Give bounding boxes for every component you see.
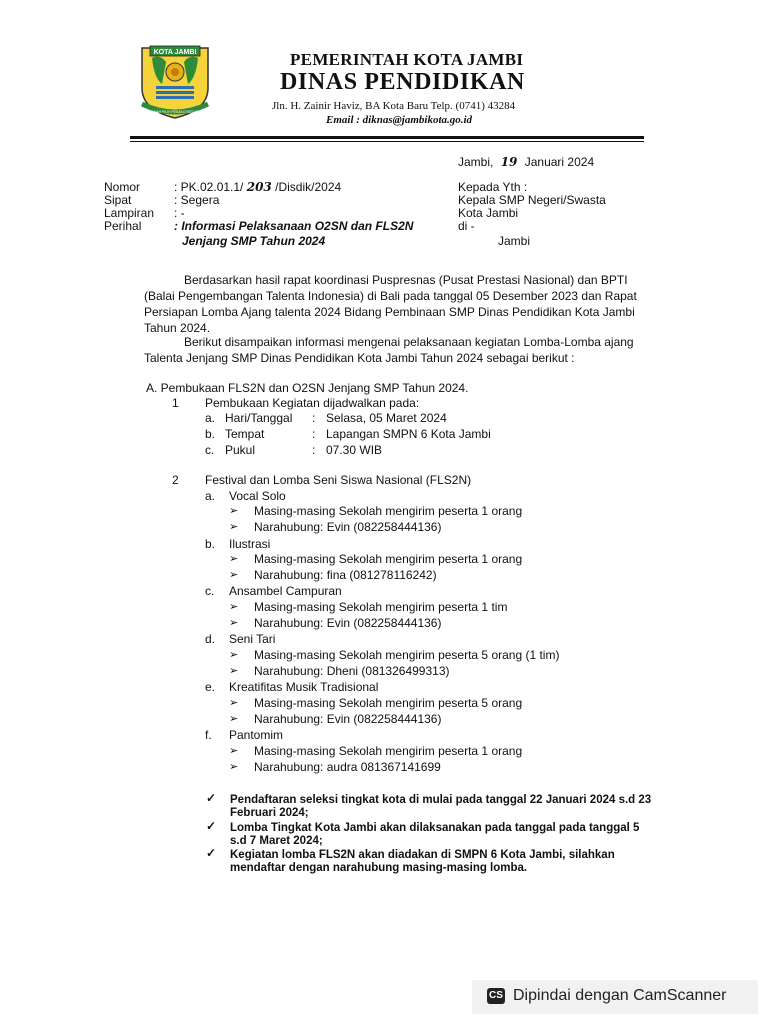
competition-peserta: Masing-masing Sekolah mengirim peserta 5 orang (1 tim) bbox=[254, 648, 560, 662]
arrow-bullet-icon: ➢ bbox=[229, 569, 239, 581]
arrow-bullet-icon: ➢ bbox=[229, 665, 239, 677]
note1-line1: Pendaftaran seleksi tingkat kota di mulai pada tanggal 22 Januari 2024 s.d 23 bbox=[230, 794, 652, 806]
para2-line1: Berikut disampaikan informasi mengenai pelaksanaan kegiatan Lomba-Lomba ajang bbox=[184, 335, 634, 349]
note3-line1: Kegiatan lomba FLS2N akan diadakan di SMPN 6 Kota Jambi, silahkan bbox=[230, 849, 615, 861]
emblem-label: KOTA JAMBI bbox=[153, 49, 197, 56]
competition-contact: Narahubung: Evin (082258444136) bbox=[254, 712, 442, 726]
perihal-label: Perihal bbox=[104, 219, 142, 233]
competition-name: Kreatifitas Musik Tradisional bbox=[229, 680, 379, 694]
competition-peserta: Masing-masing Sekolah mengirim peserta 1 orang bbox=[254, 744, 523, 758]
arrow-bullet-icon: ➢ bbox=[229, 745, 239, 757]
para1-line2: (Balai Pengembangan Talenta Indonesia) di Bali pada tanggal 05 Desember 2023 dan Rapat bbox=[144, 289, 637, 303]
schedule-value: Lapangan SMPN 6 Kota Jambi bbox=[326, 427, 491, 441]
arrow-bullet-icon: ➢ bbox=[229, 697, 239, 709]
letterhead-rule-thin bbox=[130, 141, 644, 142]
arrow-bullet-icon: ➢ bbox=[229, 617, 239, 629]
schedule-colon: : bbox=[312, 411, 316, 425]
competition-letter: b. bbox=[205, 537, 216, 551]
competition-contact: Narahubung: Evin (082258444136) bbox=[254, 616, 442, 630]
sifat-value: : Segera bbox=[174, 193, 220, 207]
lampiran-label: Lampiran bbox=[104, 206, 155, 220]
check-icon: ✓ bbox=[206, 846, 217, 860]
recipient-line4: di - bbox=[458, 219, 475, 233]
competition-name: Ilustrasi bbox=[229, 537, 271, 551]
letterhead-address: Jln. H. Zainir Haviz, BA Kota Baru Telp. (0741) 43284 bbox=[272, 100, 516, 112]
letter-date bbox=[458, 154, 594, 170]
competition-name: Vocal Solo bbox=[229, 489, 286, 503]
letterhead-government: PEMERINTAH KOTA JAMBI bbox=[290, 50, 524, 69]
nomor-prefix: : PK.02.01.1/ bbox=[174, 180, 244, 194]
competition-peserta: Masing-masing Sekolah mengirim peserta 1 tim bbox=[254, 600, 508, 614]
schedule-colon: : bbox=[312, 443, 316, 457]
para1-line1: Berdasarkan hasil rapat koordinasi Puspresnas (Pusat Prestasi Nasional) dan BPTI bbox=[184, 273, 628, 287]
nomor-handwritten: 203 bbox=[246, 180, 272, 194]
competition-name: Ansambel Campuran bbox=[229, 584, 342, 598]
schedule-value: Selasa, 05 Maret 2024 bbox=[326, 411, 447, 425]
emblem-motto: TANAH PILIH PESAKO BETUAH bbox=[149, 110, 201, 114]
nomor-suffix: /Disdik/2024 bbox=[275, 180, 342, 194]
competition-name: Pantomim bbox=[229, 728, 284, 742]
section-a-title: A. Pembukaan FLS2N dan O2SN Jenjang SMP Tahun 2024. bbox=[146, 381, 469, 395]
check-icon: ✓ bbox=[206, 819, 217, 833]
arrow-bullet-icon: ➢ bbox=[229, 601, 239, 613]
lampiran-value: : - bbox=[174, 206, 185, 220]
recipient-line5: Jambi bbox=[498, 234, 531, 248]
arrow-bullet-icon: ➢ bbox=[229, 521, 239, 533]
schedule-value: 07.30 WIB bbox=[326, 443, 383, 457]
note2-line1: Lomba Tingkat Kota Jambi akan dilaksanakan pada tanggal pada tanggal 5 bbox=[230, 822, 640, 834]
schedule-label: Hari/Tanggal bbox=[225, 411, 293, 425]
competition-peserta: Masing-masing Sekolah mengirim peserta 5 orang bbox=[254, 696, 523, 710]
recipient-line3: Kota Jambi bbox=[458, 206, 519, 220]
check-icon: ✓ bbox=[206, 791, 217, 805]
watermark-text: Dipindai dengan CamScanner bbox=[513, 987, 727, 1004]
competition-letter: c. bbox=[205, 584, 215, 598]
schedule-letter: a. bbox=[205, 411, 216, 425]
arrow-bullet-icon: ➢ bbox=[229, 713, 239, 725]
schedule-letter: c. bbox=[205, 443, 215, 457]
competition-peserta: Masing-masing Sekolah mengirim peserta 1 orang bbox=[254, 504, 523, 518]
competition-letter: f. bbox=[205, 728, 212, 742]
note2-line2: s.d 7 Maret 2024; bbox=[230, 835, 323, 847]
arrow-bullet-icon: ➢ bbox=[229, 553, 239, 565]
item1-text: Pembukaan Kegiatan dijadwalkan pada: bbox=[205, 396, 420, 410]
arrow-bullet-icon: ➢ bbox=[229, 505, 239, 517]
schedule-letter: b. bbox=[205, 427, 216, 441]
schedule-label: Pukul bbox=[225, 443, 256, 457]
date-prefix: Jambi, bbox=[458, 155, 494, 169]
letterhead-rule-thick bbox=[130, 136, 644, 139]
competition-contact: Narahubung: audra 081367141699 bbox=[254, 760, 441, 774]
date-month-year: Januari 2024 bbox=[524, 155, 595, 169]
perihal-value-line1: : Informasi Pelaksanaan O2SN dan FLS2N bbox=[174, 219, 414, 233]
competition-letter: a. bbox=[205, 489, 216, 503]
letterhead-agency: DINAS PENDIDIKAN bbox=[280, 69, 525, 95]
para1-line4: Tahun 2024. bbox=[144, 321, 211, 335]
competition-name: Seni Tari bbox=[229, 632, 276, 646]
competition-peserta: Masing-masing Sekolah mengirim peserta 1 orang bbox=[254, 552, 523, 566]
item1-number: 1 bbox=[172, 396, 179, 410]
schedule-colon: : bbox=[312, 427, 316, 441]
recipient-line2: Kepala SMP Negeri/Swasta bbox=[458, 193, 606, 207]
competition-contact: Narahubung: Evin (082258444136) bbox=[254, 520, 442, 534]
sifat-label: Sipat bbox=[104, 193, 132, 207]
item2-number: 2 bbox=[172, 473, 179, 487]
camscanner-icon: CS bbox=[487, 988, 505, 1004]
arrow-bullet-icon: ➢ bbox=[229, 761, 239, 773]
competition-letter: e. bbox=[205, 680, 216, 694]
para2-line2: Talenta Jenjang SMP Dinas Pendidikan Kota Jambi Tahun 2024 sebagai berikut : bbox=[144, 351, 575, 365]
nomor-label: Nomor bbox=[104, 180, 141, 194]
perihal-value-line2: Jenjang SMP Tahun 2024 bbox=[182, 234, 326, 248]
recipient-line1: Kepada Yth : bbox=[458, 180, 528, 194]
para1-line3: Persiapan Lomba Ajang talenta 2024 Bidang Pembinaan SMP Dinas Pendidikan Kota Jambi bbox=[144, 305, 635, 319]
note3-line2: mendaftar dengan narahubung masing-masing lomba. bbox=[230, 862, 528, 874]
kota-jambi-emblem-icon bbox=[136, 44, 214, 120]
competition-contact: Narahubung: Dheni (081326499313) bbox=[254, 664, 450, 678]
schedule-label: Tempat bbox=[225, 427, 265, 441]
note1-line2: Februari 2024; bbox=[230, 807, 309, 819]
letterhead-email: Email : diknas@jambikota.go.id bbox=[326, 114, 473, 126]
date-day: 19 bbox=[500, 155, 518, 169]
competition-letter: d. bbox=[205, 632, 216, 646]
item2-text: Festival dan Lomba Seni Siswa Nasional (FLS2N) bbox=[205, 473, 472, 487]
competition-contact: Narahubung: fina (081278116242) bbox=[254, 568, 437, 582]
arrow-bullet-icon: ➢ bbox=[229, 649, 239, 661]
